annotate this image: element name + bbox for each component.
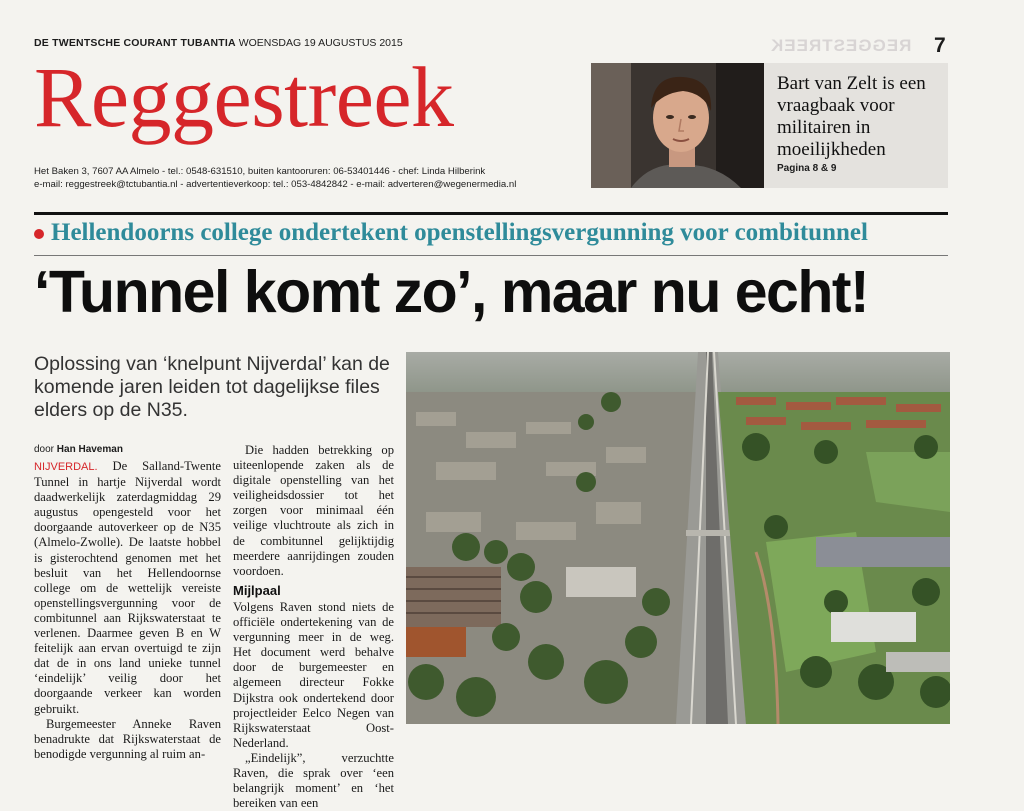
kicker-bullet: [34, 229, 44, 239]
section-rule: [34, 212, 948, 215]
headline-rule: [34, 255, 948, 256]
section-title: Reggestreek: [34, 49, 454, 145]
article-paragraph: Burgemeester Anneke Raven benadrukte dat Rijkswaterstaat de benodigde vergunning al ruim an-: [34, 716, 221, 761]
contact-info: [34, 165, 516, 191]
portrait-illustration: [591, 63, 764, 188]
article-paragraph: „Eindelijk”, verzuchtte Raven, die sprak over ‘een belangrijk moment’ en ‘het bereiken van een: [233, 750, 394, 811]
byline-prefix: door: [34, 444, 55, 455]
paper-name: DE TWENTSCHE COURANT TUBANTIA: [34, 37, 236, 49]
article-column-1: [34, 459, 221, 762]
teaser-page-ref[interactable]: Pagina 8 & 9: [777, 163, 837, 174]
teaser-portrait-photo[interactable]: [591, 63, 764, 188]
byline-author: Han Haveman: [56, 444, 123, 455]
aerial-photo-illustration: [406, 352, 950, 724]
kicker: Hellendoorns college ondertekent openstellingsvergunning voor combitunnel: [51, 219, 868, 246]
contact-line-1: Het Baken 3, 7607 AA Almelo - tel.: 0548-631510, buiten kantooruren: 06-53401446 - chef: Linda Hilberink: [34, 166, 486, 177]
page-number: 7: [934, 34, 946, 57]
intro-paragraph: Oplossing van ‘knelpunt Nijverdal’ kan de komende jaren leiden tot dagelijkse files elders op de N35.: [34, 353, 390, 421]
byline: [34, 444, 123, 455]
article-column-2: [233, 443, 394, 811]
subhead: Mijlpaal: [233, 582, 281, 598]
dateline: NIJVERDAL.: [34, 461, 98, 473]
article-paragraph: Die hadden betrekking op uiteenlopende zaken als de digitale openstelling van het veiligheidsdossier tot het zorgen voor minimaal één veilige vluchtroute als zich in de combitunnel gelijktijdig meerdere aanrijdingen zouden voordoen.: [233, 443, 394, 578]
masthead: [34, 37, 403, 49]
show-through-text: REGGESTREEK: [770, 36, 912, 55]
issue-date: WOENSDAG 19 AUGUSTUS 2015: [238, 37, 403, 49]
headline: ‘Tunnel komt zo’, maar nu echt!: [34, 259, 869, 325]
contact-line-2: e-mail: reggestreek@tctubantia.nl - advertentieverkoop: tel.: 053-4842842 - e-mail: adverteren@wegenermedia.nl: [34, 179, 517, 190]
aerial-photo[interactable]: [406, 352, 950, 724]
article-paragraph: Volgens Raven stond niets de officiële ondertekening van de vergunning meer in de weg. Het document werd behalve door de burgemeester en algemeen directeur Fokke Dijkstra ook ondertekend door projectleider Eelco Negen van Rijkswaterstaat Oost-Nederland.: [233, 599, 394, 750]
teaser-text[interactable]: Bart van Zelt is een vraagbaak voor militairen in moeilijkheden: [777, 73, 926, 160]
article-paragraph: De Salland-Twente Tunnel in hartje Nijverdal wordt daadwerkelijk zaterdagmiddag 29 augustus opengesteld voor het doorgaande autoverkeer op de N35 (Almelo-Zwolle). De laatste hobbel is gisterochtend genomen met het besluit van het Hellendoornse college om de wettelijk vereiste openstellingsvergunning voor de combitunnel aan Rijkswaterstaat te verlenen. Daarmee geven B en W feitelijk aan ervan overtuigd te zijn dat de in ons land unieke tunnel ‘eindelijk’ veilig door het doorgaande verkeer kan worden gebruikt.: [34, 459, 221, 716]
